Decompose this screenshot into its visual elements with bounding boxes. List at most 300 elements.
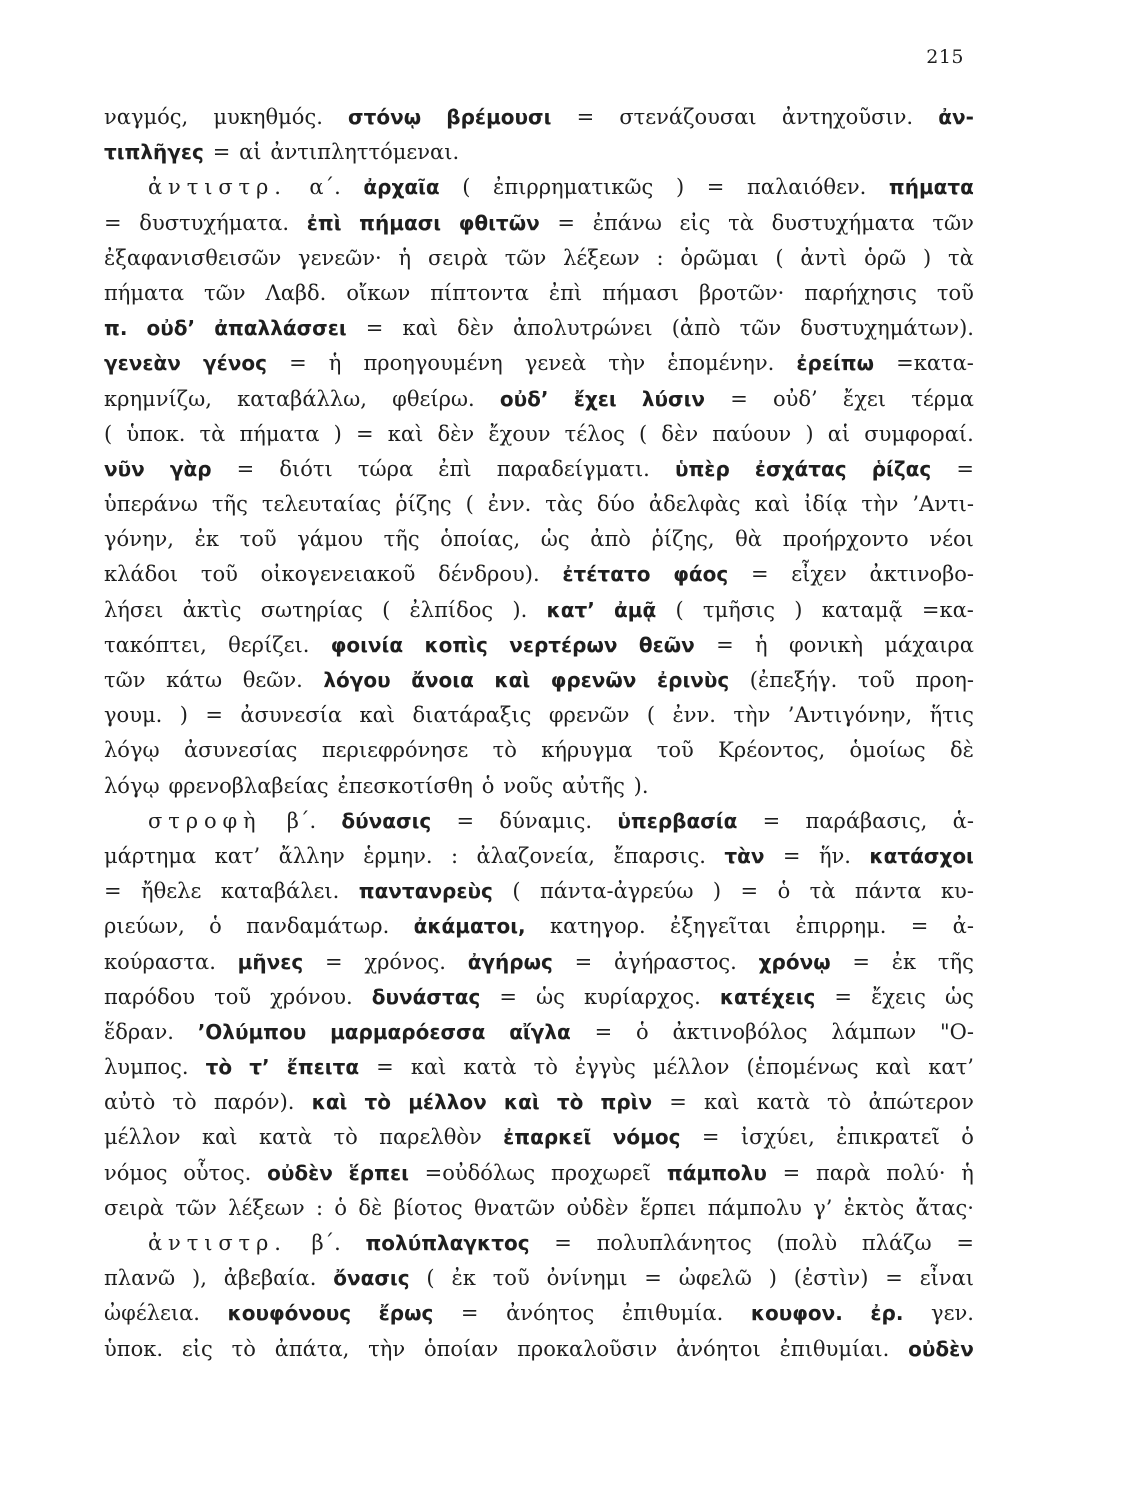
word: ’Αντιγόνην, [787,703,913,728]
headword: πήματα [888,175,974,200]
word: ). [633,773,649,798]
word: γ’ [813,1195,833,1220]
word: (ἐπεξήγ. [749,668,838,692]
word: κατ’ [214,843,261,868]
word: αἱ [239,140,262,165]
word: ἰσχύει, [740,1125,815,1150]
word: τὸ [827,1090,852,1115]
word: παρόν). [213,1090,295,1115]
text-line [104,698,974,733]
word: ἐνν. [487,492,532,517]
word: δὲ [358,1195,383,1220]
text-line [104,346,974,381]
text-line [104,663,974,698]
word: βροτῶν· [699,280,785,305]
word: θὰ [735,527,762,552]
word: ὁ [961,1125,974,1150]
word: = [852,949,870,974]
word: πάμπολυ [707,1195,802,1220]
word: ναγμός, [104,105,189,129]
headword: τὸ [205,1055,233,1080]
word: ῥίζης, [651,527,715,552]
word: ἥν. [818,843,851,868]
word: κατ’ [928,1055,974,1080]
word: πολυπλάνητος [596,1231,752,1255]
word: παράβασις, [805,808,928,833]
word: εἶχεν [791,562,847,587]
word: ἀνόητος [506,1301,595,1326]
word: ἄτας· [915,1195,974,1220]
word: ἐξαφανισθεισῶν [104,245,282,270]
word: τῶν [175,1195,217,1220]
word: θεῶν. [242,668,303,692]
word: προη- [915,668,974,692]
word: = [740,879,759,904]
word: ὁποίας, [440,527,521,552]
text-line [104,1015,974,1050]
word: ἀπὸ [590,527,631,552]
word: ἐπιρρηματικῶς [493,175,654,200]
word: τακόπτει, [104,632,207,657]
word: ριεύων, [104,914,185,939]
word: ἡ [755,632,768,657]
word: = [716,632,734,657]
word: καὶ [201,1125,238,1150]
word: δυστυχήματα. [139,210,290,235]
headword: ἐπαρκεῖ [503,1125,592,1150]
headword: βρέμουσι [446,105,552,129]
word: οἰκογενειακοῦ [260,562,416,587]
word: ῥίζης [395,492,452,517]
word: ἀκτινοβο- [869,562,974,587]
word: μέλλον [652,1055,730,1080]
text-line [104,382,974,417]
word: δύο [596,492,635,517]
word: ἀντιστρ. [148,175,287,200]
headword: γένος [202,351,267,376]
word: γενεὰ [524,351,587,376]
text-line [104,1332,974,1367]
word: ) [675,175,685,200]
word: νέοι [929,527,974,552]
text-line [104,980,974,1015]
word: οὗτος. [183,1160,252,1185]
text-line [104,628,974,663]
word: τοῦ [200,562,238,587]
word: ἔπαρσις. [613,843,706,868]
word: αὐτῆς [561,773,625,798]
word: στενάζουσαι [619,105,757,129]
headword: ἀμᾷ [614,597,657,622]
word: (ἑπομένως [746,1055,859,1080]
word: δένδρου). [438,562,540,587]
word: αὐτὸ [104,1090,156,1115]
word: = [730,386,748,411]
headword: τὸ [556,1090,584,1115]
word: φρενοβλαβείας [168,773,329,798]
word: = [750,562,769,587]
word: μάρτημα [104,843,197,868]
word: ὑποκ. [126,421,186,446]
word: = [762,808,781,833]
word: θνατῶν [474,1195,556,1220]
word: τὰς [545,492,583,517]
word: = [644,1266,662,1291]
text-line [104,593,974,628]
word: ἐξηγεῖται [670,914,772,939]
word: κλάδοι [104,562,179,587]
word: παρήχησις [804,280,917,305]
headword: νόμος [612,1125,681,1150]
word: (πολὺ [776,1231,838,1255]
word: τὸ [492,738,517,763]
word: ὀνίνημι [546,1266,628,1291]
word: τὴν [733,703,771,728]
word: πήματα [239,421,320,446]
word: γουμ. [104,703,163,728]
headword: τιπλῆγες [104,140,204,165]
headword: κοπὶς [424,632,488,657]
word: τοῦ [936,280,974,305]
word: ἀντὶ [800,245,848,270]
word: ὁποίαν [423,1336,499,1361]
headword: ἔρως [378,1301,434,1326]
word: : [316,1195,324,1220]
word: ἔχει [842,386,887,411]
word: τῶν [104,668,146,692]
headword: ἔπειτα [286,1055,360,1080]
word: ὁ [635,1019,649,1044]
text-line [104,276,974,311]
word: =κατα- [896,351,974,376]
headword: ἐρ. [870,1301,904,1326]
word: (ἐστὶν) [793,1266,869,1291]
word: χρόνος. [364,949,446,974]
word: ἔχουν [488,421,551,446]
headword: φοινία [330,632,404,657]
word: ) [768,1266,777,1291]
headword: δύνασις [341,808,432,833]
word: χρόνου. [270,984,353,1009]
word: πήματα [104,280,185,305]
text-line [104,1296,974,1331]
headword: πάμπολυ [666,1160,767,1185]
headword: λόγου [323,668,391,692]
text-line [104,206,974,241]
word: οὐδὲν [566,1195,629,1220]
word: ἐπὶ [548,280,583,305]
headword: θεῶν [638,632,695,657]
word: τέρμα [911,386,974,411]
word: "Ο- [940,1019,974,1044]
word: τοῦ [656,738,694,763]
word: τῆς [383,527,420,552]
word: διατάραξις [412,703,532,728]
word: τὰ [809,879,836,904]
word: ). [512,597,528,622]
word: προηγουμένη [363,351,503,376]
headword: ἕρπει [348,1160,409,1185]
word: πήμασι [602,280,680,305]
word: ( [462,175,471,200]
word: τῆς [211,492,248,517]
word: παρὰ [816,1160,871,1185]
word: τέλος [564,421,625,446]
word: = [782,1160,801,1185]
headword: ἀγήρως [467,949,553,974]
headword: οὐδ’ [146,316,196,341]
text-line [104,170,974,205]
headword: μέλλον [408,1090,487,1115]
word: ἀβεβαία. [223,1266,317,1291]
word: ἀκτινοβόλος [672,1019,808,1044]
word: λόγῳ [104,738,160,763]
word: εἶναι [919,1266,974,1291]
word: ἄλλην [278,843,345,868]
word: ἐκ [194,527,219,552]
word: = [701,1125,720,1150]
headword: αἴγλα [509,1019,571,1044]
word: ἀπάτα, [274,1336,350,1361]
word: τὴν [608,351,646,376]
word: ἐπιθυμίαι. [779,1336,890,1361]
word: τώρα [357,456,414,481]
word: μέλλον [104,1125,181,1150]
word: = [834,984,853,1009]
word: ἀντηχοῦσιν. [781,105,914,129]
headword: ὑπὲρ [674,456,730,481]
word: τῶν [932,210,974,235]
word: δὲν [437,421,475,446]
word: ἀκτὶς [182,597,242,622]
text-line [104,804,974,839]
headword: νῦν [104,456,145,481]
word: σειρὰ [104,1195,164,1220]
headword: πολύπλαγκτος [365,1231,530,1255]
word: καταβάλει. [220,879,340,904]
word: ( [512,879,521,904]
word: καὶ [704,1090,740,1115]
word: νοῦς [503,773,554,798]
headword: ὄνασις [333,1266,410,1291]
word: παύουν [712,421,792,446]
word: ἐγγὺς [574,1055,636,1080]
word: δυστυχημάτων). [800,316,974,341]
headword: ἔχει [573,386,617,411]
word: κάτω [166,668,223,692]
word: παρόδου [104,984,196,1009]
headword: πήμασι [359,210,442,235]
word: θερίζει. [228,632,310,657]
word: πολύ· [886,1160,946,1185]
text-line [104,417,974,452]
word: καταβάλλω, [237,386,367,411]
text-line [104,1050,974,1085]
headword: φάος [673,562,729,587]
word: δὲν [457,316,494,341]
word: Λαβδ. [265,280,327,305]
word: ἐπάνω [592,210,662,235]
headword: ὑπερβασία [617,808,738,833]
word: βίοτος [393,1195,463,1220]
word: = [365,316,384,341]
headword: ἀν- [938,105,974,129]
text-line [104,311,974,346]
headword: κουφόνους [227,1301,352,1326]
word: = [289,351,307,376]
word: = [782,843,801,868]
headword: ἐσχάτας [754,456,847,481]
text-line [104,135,974,170]
word: τὰ [728,210,754,235]
word: τοῦ [857,668,895,692]
headword: π. [104,316,128,341]
word: ἐπιθυμία. [621,1301,724,1326]
word: πανδαμάτωρ. [246,914,390,939]
word: ὁρῶμαι [680,245,759,270]
word: σειρὰ [427,245,488,270]
word: = [594,1019,613,1044]
word: τὸ [231,1336,256,1361]
word: ἀνόητοι [676,1336,761,1361]
word: = [554,1231,572,1255]
word: κούραστα. [104,949,216,974]
word: δὲν [661,421,699,446]
word: τὰ [199,421,226,446]
word: ὑποκ. [104,1336,164,1361]
word: κρημνίζω, [104,386,212,411]
word: λέξεων [563,245,640,270]
word: =κα- [921,597,974,622]
headword: ἄνοια [411,668,474,692]
headword: λύσιν [641,386,706,411]
word: φρενῶν [548,703,630,728]
word: φθείρω. [392,386,475,411]
word: ἑρμην. [363,843,433,868]
word: ἐπὶ [438,456,472,481]
word: ἀδελφὰς [648,492,741,517]
word: ’Αντι- [912,492,974,517]
headword: πρὶν [600,1090,653,1115]
word: β΄. [311,1231,341,1255]
headword: τ’ [249,1055,270,1080]
headword: ἐρινὺς [657,668,730,692]
word: = [499,984,517,1009]
word: γεν. [931,1301,974,1326]
word: δυστυχήματα [771,210,915,235]
word: προκαλοῦσιν [517,1336,658,1361]
word: καὶ [875,1055,912,1080]
word: μυκηθμός. [213,105,323,129]
word: ( [646,703,656,728]
word: ἀπολυτρώνει [512,316,653,341]
word: ) [923,245,932,270]
text-line [104,1226,974,1261]
word: ὁ [777,879,791,904]
word: πλανῶ [104,1266,176,1291]
word: ), [192,1266,207,1291]
word: μάχαιρα [884,632,974,657]
word: καὶ [410,1055,447,1080]
word: ( [775,245,784,270]
word: = [574,949,593,974]
headword: κουφον. [750,1301,843,1326]
word: ὁ [481,773,495,798]
word: δὲ [949,738,974,763]
headword: τὰν [724,843,765,868]
word: ) [179,703,188,728]
headword: μαρμαρόεσσα [330,1019,486,1044]
headword: ἀκάματοι, [413,914,526,939]
word: = [885,1266,903,1291]
word: οὐδ’ [773,386,818,411]
text-line [104,909,974,944]
word: = [356,421,374,446]
headword: τὸ [364,1090,392,1115]
word: ἐλπίδος [409,597,494,622]
word: γόνην, [104,527,174,552]
word: ἀγήραστος. [613,949,737,974]
text-line [104,557,974,592]
headword: δυνάστας [371,984,481,1009]
word: ἐκ [451,1266,476,1291]
word: ἐνν. [672,703,716,728]
word: ὠφέλεια. [104,1301,200,1326]
word: παλαιόθεν. [746,175,867,200]
word: ( [382,597,391,622]
word: στροφὴ [148,808,262,833]
word: κατὰ [756,1090,810,1115]
word: ἡ [328,351,342,376]
word: = [669,1090,687,1115]
word: ἀλαζονεία, [476,843,595,868]
word: = [706,175,725,200]
word: = [956,1231,974,1255]
headword: καὶ [494,668,531,692]
word: = [236,456,255,481]
word: καὶ [359,703,396,728]
word: ἔχεις [871,984,926,1009]
word: ἀσυνεσίας [184,738,298,763]
text-line [104,1191,974,1226]
word: = [956,456,974,481]
word: τῶν [204,280,246,305]
word: : [656,245,664,270]
headword: ’Ολύμπου [197,1019,307,1044]
word: ἀντιστρ. [148,1231,287,1255]
headword: φρενῶν [550,668,637,692]
page-number: 215 [926,46,964,68]
word: γάμου [297,527,364,552]
text-line [104,522,974,557]
word: τὸ [533,1055,558,1080]
word: παρελθὸν [379,1125,482,1150]
word: αἱ [827,421,851,446]
word: ὡς [540,527,570,552]
word: λάμπων [831,1019,917,1044]
word: τῆς [937,949,974,974]
text-line [104,100,974,135]
word: ὡς [944,984,974,1009]
word: λυμπος. [104,1055,189,1080]
word: β΄. [286,808,317,833]
word: = [460,1301,479,1326]
word: φονικὴ [788,632,864,657]
headword: γὰρ [169,456,212,481]
word: λήσει [104,597,164,622]
word: = [324,949,343,974]
text-line [104,1156,974,1191]
